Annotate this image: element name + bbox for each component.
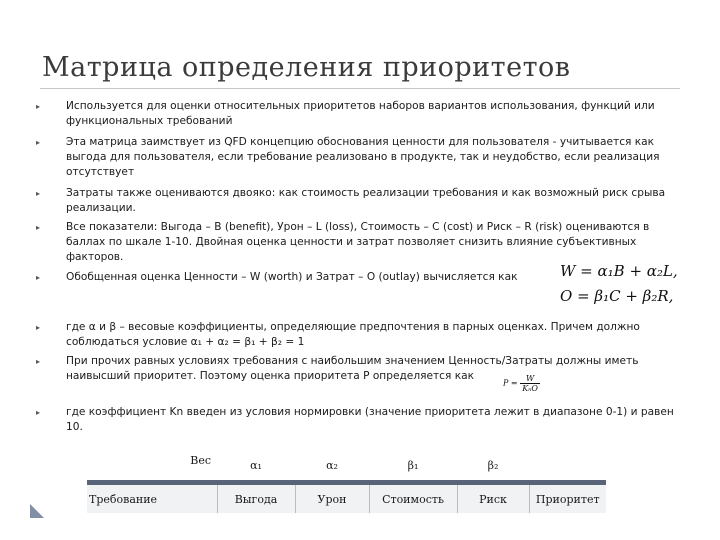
table-header-cell: β₂	[487, 458, 499, 472]
bullet-text: При прочих равных условиях требования с наибольшим значением Ценность/Затраты должны иметь наивысший приоритет. Поэтому оценка приоритета P определяется как	[66, 355, 639, 382]
corner-arrow-icon	[28, 502, 46, 520]
table-header-cell: β₁	[407, 458, 419, 472]
bullet-arrow-icon: ▸	[36, 189, 41, 198]
table-cell: Стоимость	[369, 485, 457, 513]
table-cell: Выгода	[217, 485, 295, 513]
priority-formula-numerator: W	[520, 374, 540, 384]
table-header-cell: α₂	[326, 458, 338, 472]
bullet-text: Обобщенная оценка Ценности – W (worth) и Затрат – O (outlay) вычисляется как	[66, 271, 518, 283]
bullet-arrow-icon: ▸	[36, 102, 41, 111]
bullet-text: Все показатели: Выгода – B (benefit), Урон – L (loss), Стоимость – С (cost) и Риск – R (risk) оцениваются в баллах по шкале 1-10. Двойная оценка ценности и затрат позволяет снизить влияние субъективных факторов.	[66, 221, 650, 263]
worth-formula: W = α₁B + α₂L,	[560, 262, 678, 280]
priority-matrix-table	[87, 450, 606, 513]
table-header-cell: α₁	[250, 458, 262, 472]
title-divider	[40, 88, 680, 89]
outlay-formula: O = β₁C + β₂R,	[560, 287, 674, 305]
bullet-arrow-icon: ▸	[36, 323, 41, 332]
bullet-arrow-icon: ▸	[36, 357, 41, 366]
table-row	[87, 485, 606, 513]
bullet-arrow-icon: ▸	[36, 408, 41, 417]
bullet-arrow-icon: ▸	[36, 223, 41, 232]
priority-formula-denominator: KₙO	[522, 384, 538, 393]
table-header-cell	[529, 450, 606, 480]
priority-formula-left: P =	[503, 378, 518, 388]
table-cell: Риск	[457, 485, 529, 513]
bullet-text: где α и β – весовые коэффициенты, определяющие предпочтения в парных оценках. Причем должно соблюдаться условие α₁ + α₂ = β₁ + β₂ = 1	[66, 321, 640, 348]
table-header-row	[87, 450, 606, 480]
bullet-text: Эта матрица заимствует из QFD концепцию обоснования ценности для пользователя - учитывается как выгода для пользователя, если требование реализовано в продукте, так и неудобство, если реализация отсутствует	[66, 136, 660, 178]
weight-header-label: Вес	[190, 454, 211, 467]
table-row-label: Требование	[87, 485, 217, 513]
bullet-arrow-icon: ▸	[36, 273, 41, 282]
bullet-arrow-icon: ▸	[36, 138, 41, 147]
priority-formula	[503, 374, 540, 393]
bullet-text: Используется для оценки относительных приоритетов наборов вариантов использования, функций или функциональных требований	[66, 100, 655, 127]
bullet-text: где коэффициент Kn введен из условия нормировки (значение приоритета лежит в диапазоне 0-1) и равен 10.	[66, 406, 674, 433]
table-cell: Урон	[295, 485, 369, 513]
page-title: Матрица определения приоритетов	[42, 52, 571, 83]
table-cell: Приоритет	[529, 485, 606, 513]
bullet-text: Затраты также оцениваются двояко: как стоимость реализации требования и как возможный риск срыва реализации.	[66, 187, 666, 214]
